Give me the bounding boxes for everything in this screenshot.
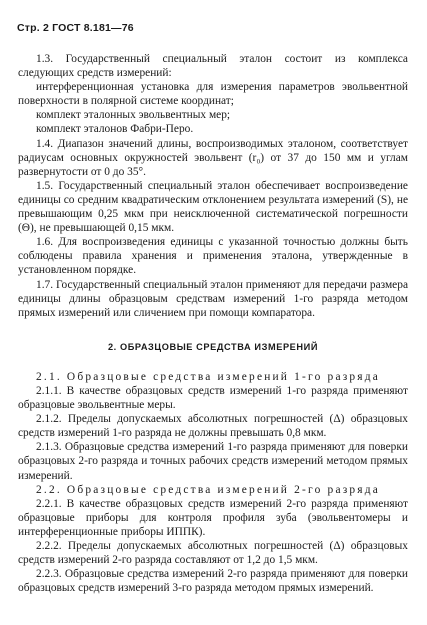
document-body xyxy=(18,52,408,595)
paragraph-1-3-item-2: комплект эталонных эвольвентных мер; xyxy=(36,109,231,122)
paragraph-1-6: 1.6. Для воспроизведения единицы с указанной точностью должны быть соблюдены правила хранения и применения эталона, утвержденные в установленном порядке. xyxy=(18,236,408,277)
paragraph-2-1-2: 2.1.2. Пределы допускаемых абсолютных погрешностей (Δ) образцовых средств измерений 1-го разряда не должны превышать 0,8 мкм. xyxy=(18,413,408,440)
page-header: Стр. 2 ГОСТ 8.181—76 xyxy=(17,22,134,34)
paragraph-2-2-3: 2.2.3. Образцовые средства измерений 2-го разряда применяют для поверки образцовых средств измерений 3-го разряда методом прямых измерений. xyxy=(18,568,408,595)
paragraph-2-2-2: 2.2.2. Пределы допускаемых абсолютных погрешностей (Δ) образцовых средств измерений 2-го разряда составляют от 1,2 до 1,5 мкм. xyxy=(18,540,408,567)
paragraph-1-4: 1.4. Диапазон значений длины, воспроизводимых эталоном, соответствует радиусам основных окружностей эвольвент (r₀) от 37 до 150 мм и углам развернутости от 0 до 35°. xyxy=(18,137,408,178)
paragraph-1-3-item-1: интерференционная установка для измерения параметров эвольвентной поверхности в полярной системе координат; xyxy=(18,81,408,108)
paragraph-2-2-1: 2.2.1. В качестве образцовых средств измерений 2-го разряда применяют образцовые приборы для контроля профиля зуба (эвольвентомеры и интерференционные приборы ИППК). xyxy=(18,497,408,538)
section-2-title: 2. ОБРАЗЦОВЫЕ СРЕДСТВА ИЗМЕРЕНИЙ xyxy=(107,341,319,352)
paragraph-2-1: 2.1. Образцовые средства измерений 1-го разряда xyxy=(36,370,380,383)
paragraph-1-5: 1.5. Государственный специальный эталон обеспечивает воспроизведение единицы со средним квадратическим отклонением результата измерений (S), не превышающим 0,25 мкм при неисключенной систематической погрешности (Θ), не превышающей 0,15 мкм. xyxy=(18,179,408,235)
paragraph-2-1-3: 2.1.3. Образцовые средства измерений 1-го разряда применяют для поверки образцовых 2-го разряда и точных рабочих средств измерений методом прямых измерений. xyxy=(18,441,408,482)
paragraph-2-2: 2.2. Образцовые средства измерений 2-го разряда xyxy=(36,483,380,496)
paragraph-1-3-item-3: комплект эталонов Фабри-Перо. xyxy=(36,123,194,136)
paragraph-1-7: 1.7. Государственный специальный эталон применяют для передачи размера единицы длины образцовым средствам измерений 1-го разряда методом прямых измерений или сличением при помощи компаратора. xyxy=(18,278,408,319)
paragraph-2-1-1: 2.1.1. В качестве образцовых средств измерений 1-го разряда применяют образцовые эвольвентные меры. xyxy=(18,384,408,412)
paragraph-1-3-intro: 1.3. Государственный специальный эталон состоит из комплекса следующих средств измерений: xyxy=(18,53,408,80)
